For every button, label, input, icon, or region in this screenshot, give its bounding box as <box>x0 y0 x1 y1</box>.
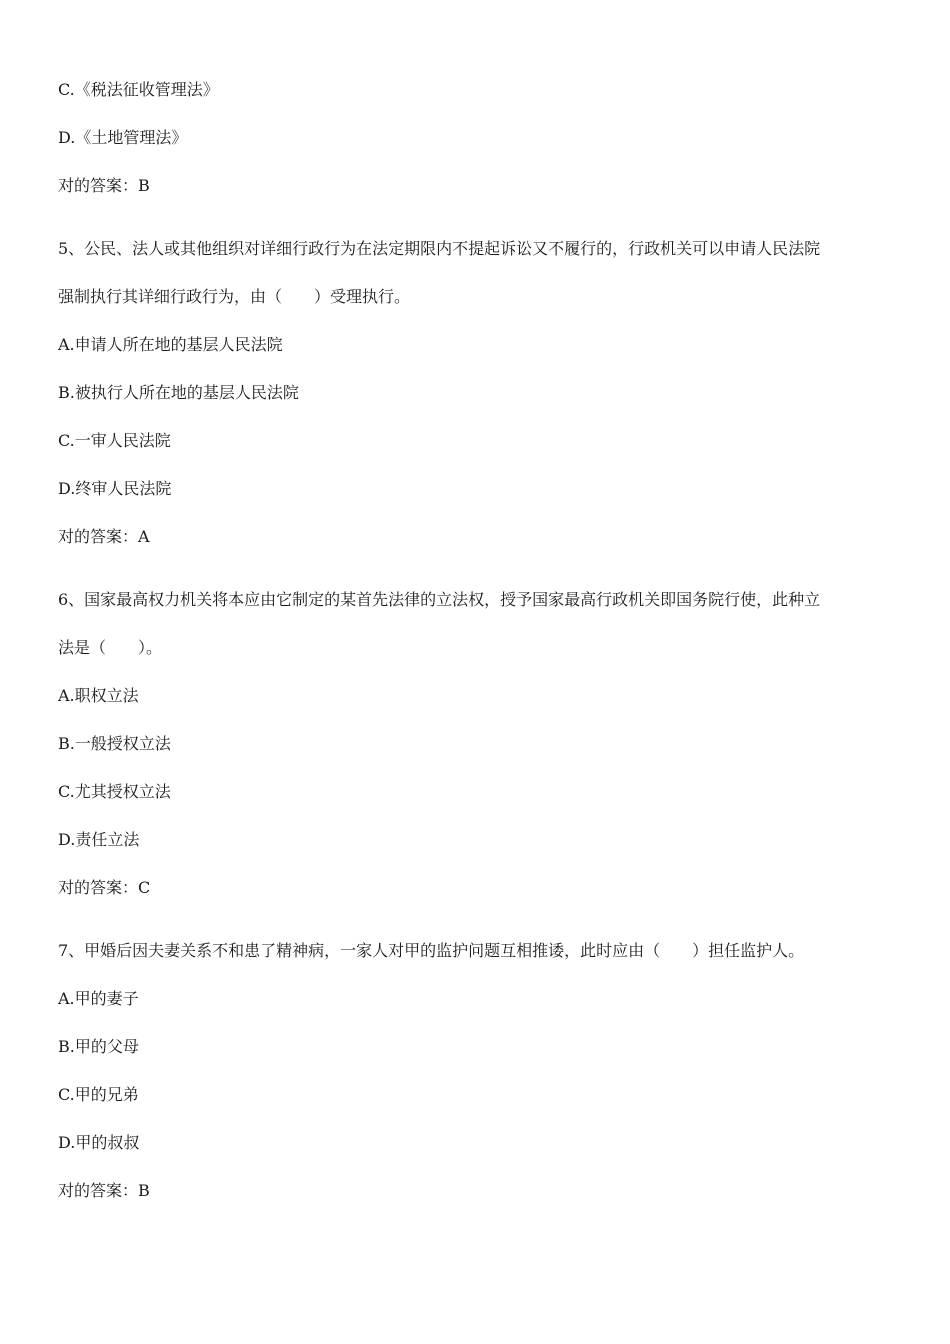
q7-option-a: A.甲的妻子 <box>58 989 139 1008</box>
q6-option-d: D.责任立法 <box>58 830 140 849</box>
q6-option-a: A.职权立法 <box>58 686 139 705</box>
q6-option-b: B.一般授权立法 <box>58 734 171 753</box>
q6-question-line-2: 法是（ ）。 <box>58 638 163 657</box>
q5-option-d: D.终审人民法院 <box>58 479 172 498</box>
q5-option-b: B.被执行人所在地的基层人民法院 <box>58 383 299 402</box>
q5-question-line-1: 5、公民、法人或其他组织对详细行政行为在法定期限内不提起诉讼又不履行的，行政机关可以申请人民法院 <box>58 239 821 258</box>
q5-option-c: C.一审人民法院 <box>58 431 171 450</box>
q7-option-b: B.甲的父母 <box>58 1037 139 1056</box>
q6-option-c: C.尤其授权立法 <box>58 782 171 801</box>
q4-option-c: C.《税法征收管理法》 <box>58 80 219 99</box>
q4-option-d: D.《土地管理法》 <box>58 128 188 147</box>
q4-answer: 对的答案：B <box>58 176 150 195</box>
q7-question: 7、甲婚后因夫妻关系不和患了精神病，一家人对甲的监护问题互相推诿，此时应由（ ）担任监护人。 <box>58 941 805 960</box>
q5-answer: 对的答案：A <box>58 527 150 546</box>
q7-option-d: D.甲的叔叔 <box>58 1133 140 1152</box>
q7-option-c: C.甲的兄弟 <box>58 1085 139 1104</box>
q5-question-line-2: 强制执行其详细行政行为，由（ ）受理执行。 <box>58 287 411 306</box>
q6-question-line-1: 6、国家最高权力机关将本应由它制定的某首先法律的立法权，授予国家最高行政机关即国务院行使，此种立 <box>58 590 821 609</box>
q6-answer: 对的答案：C <box>58 878 151 897</box>
q7-answer: 对的答案：B <box>58 1181 150 1200</box>
q5-option-a: A.申请人所在地的基层人民法院 <box>58 335 283 354</box>
